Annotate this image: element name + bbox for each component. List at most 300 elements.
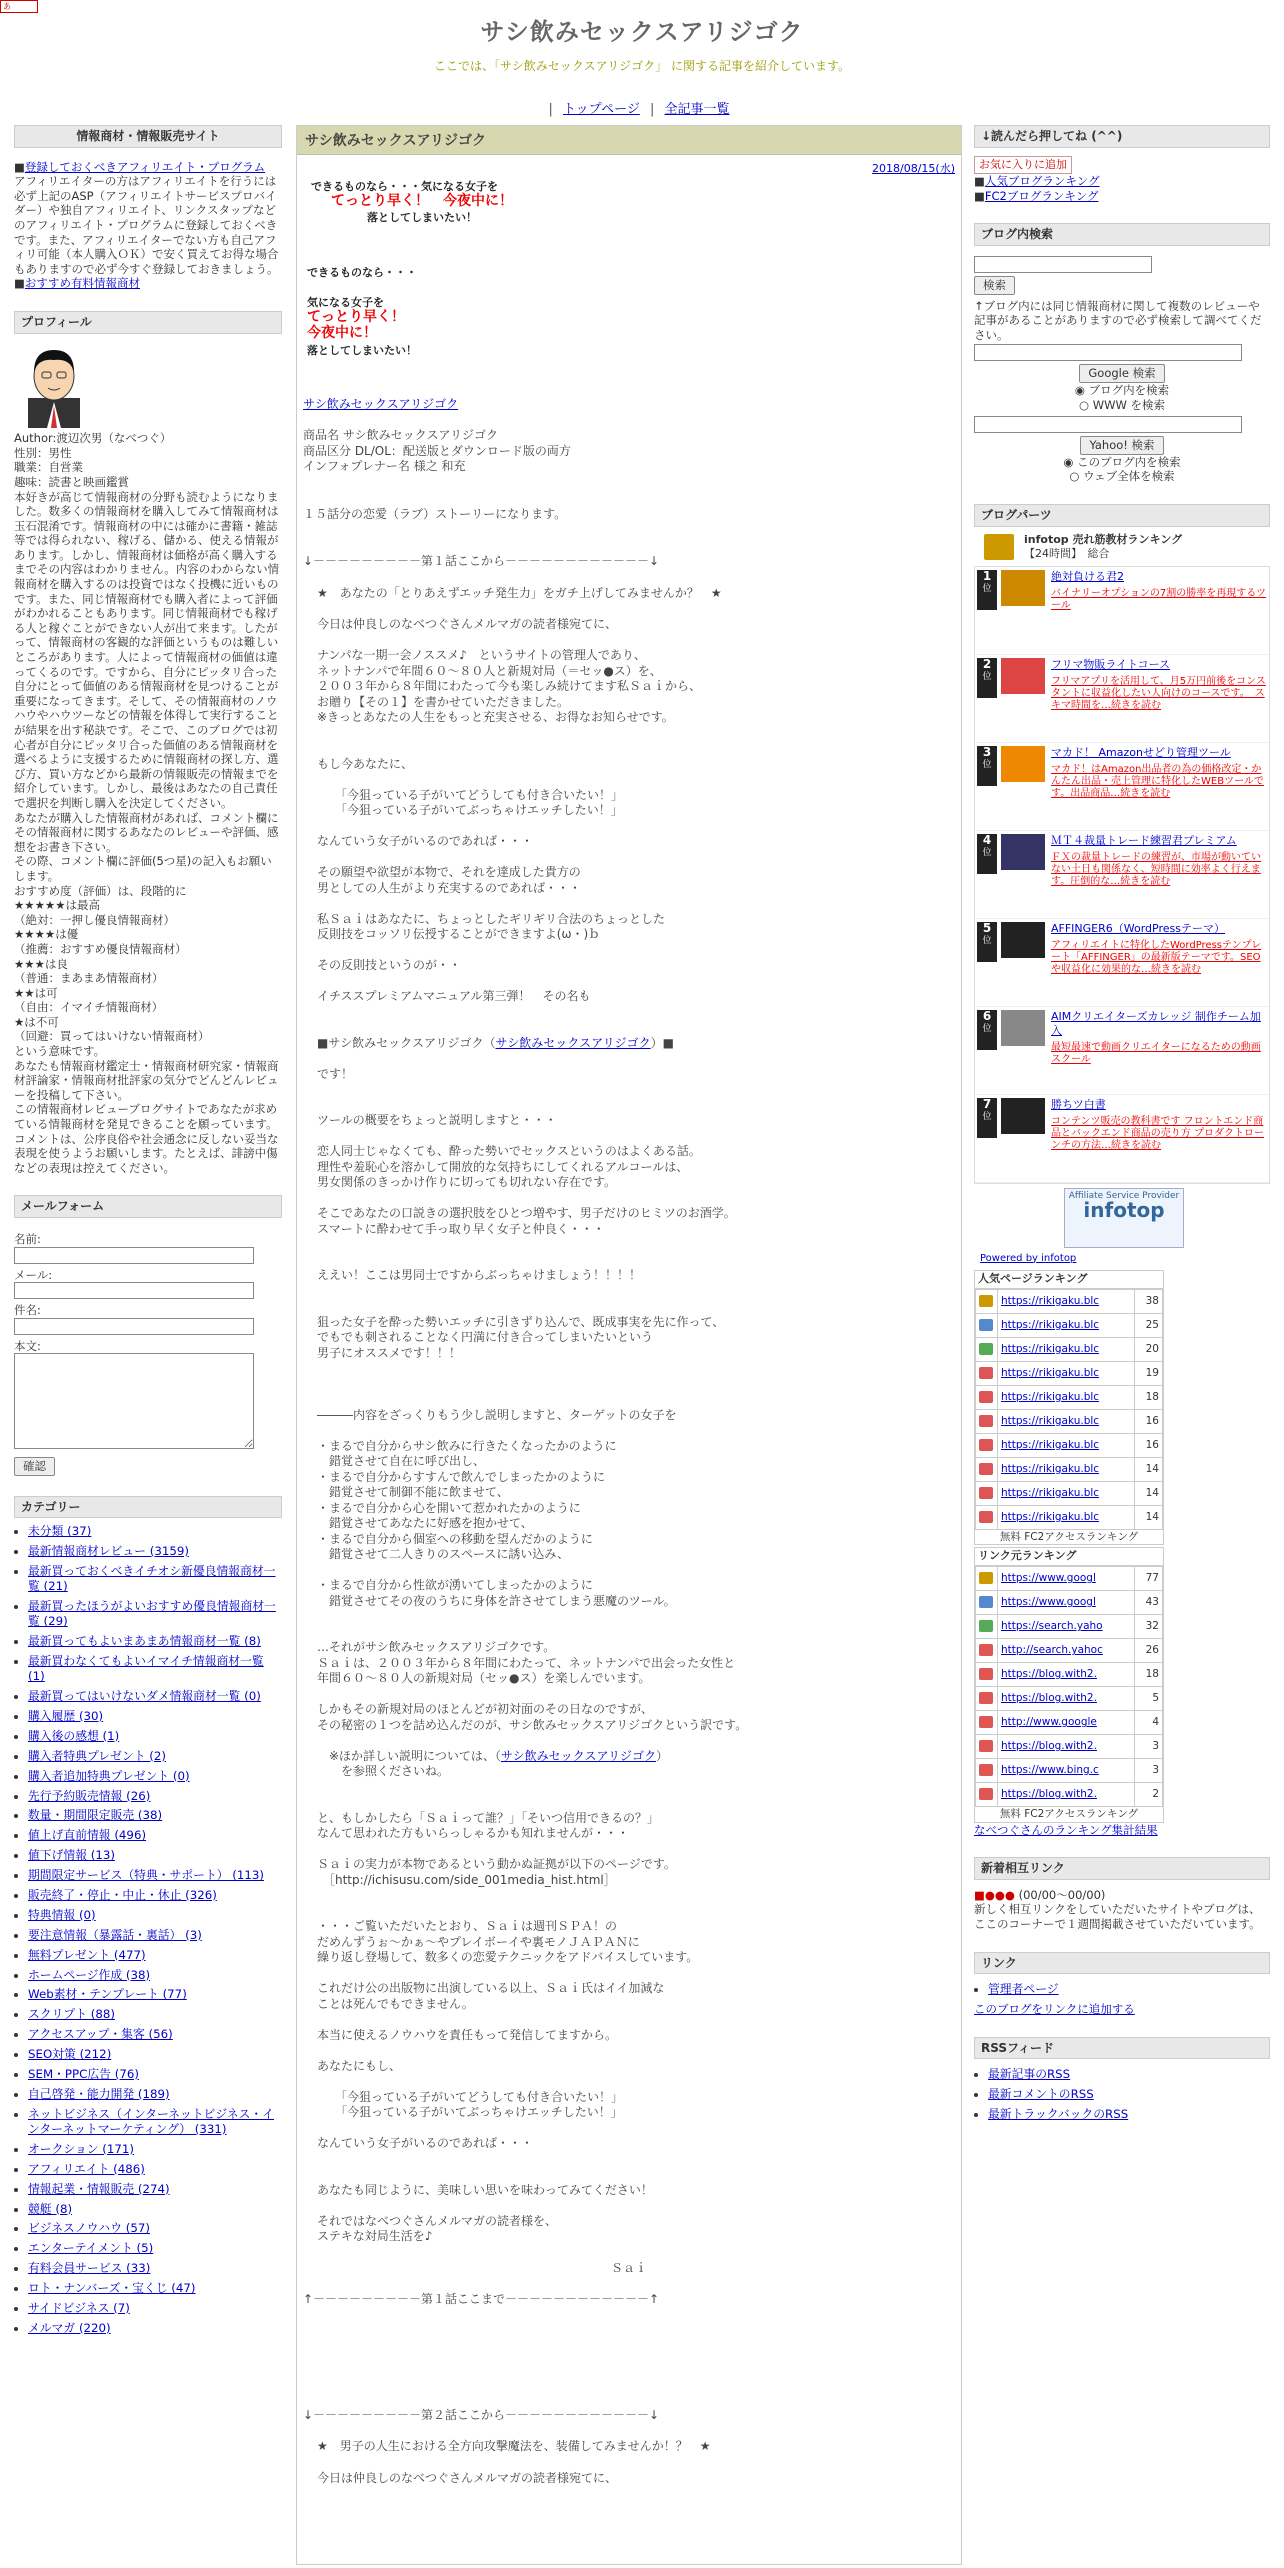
article-line: 錯覚させてあなたに好感を抱かせて、	[317, 1516, 533, 1530]
url-link[interactable]: https://blog.with2.	[1001, 1692, 1097, 1705]
product-thumbnail[interactable]	[1001, 658, 1045, 694]
article-line	[317, 2074, 955, 2090]
name-field[interactable]	[14, 1247, 254, 1264]
category-link[interactable]: オークション (171)	[28, 2141, 135, 2156]
popular-ranking	[974, 1270, 1164, 1545]
category-link[interactable]: 購入履歴 (30)	[28, 1709, 104, 1723]
radio-blog[interactable]: ◉	[1074, 382, 1085, 397]
fc2-free-label[interactable]: 無料 FC2アクセスランキング	[999, 1808, 1139, 1821]
category-link[interactable]: 未分類 (37)	[28, 1524, 92, 1539]
ranking-desc-link[interactable]: コンテンツ販売の教科書です フロントエンド商品とバックエンド商品の売り方 プロダクトローンチの方法…続きを読む	[1051, 1115, 1264, 1151]
category-item	[28, 1654, 282, 1684]
url-link[interactable]: https://rikigaku.blc	[1001, 1391, 1100, 1404]
profile-line: この情報商材レビューブログサイトであなたが求めている情報商材を発見できることを願っています。	[14, 1102, 278, 1132]
email-field[interactable]	[14, 1282, 254, 1299]
article-line: 恋人同士じゃなくても、酔った勢いでセックスというのはよくある話。	[317, 1144, 701, 1158]
category-link[interactable]: 購入後の感想 (1)	[28, 1728, 120, 1743]
category-link[interactable]: 自己啓発・能力開発 (189)	[28, 2086, 170, 2101]
info-site-heading: 情報商材・情報販売サイト	[14, 125, 282, 148]
product-thumbnail[interactable]	[1001, 1098, 1045, 1134]
ranking-title-link[interactable]: ＭＴ４裁量トレード練習君プレミアム	[1051, 833, 1237, 847]
article-line: ２００３年から８年間にわたって今も楽しみ続けてます私Ｓａｉから、	[317, 679, 702, 693]
url-link[interactable]: https://rikigaku.blc	[1001, 1511, 1100, 1524]
ranking-title-link[interactable]: 勝ちツ白書	[1051, 1097, 1106, 1111]
product-info	[303, 428, 955, 475]
article-line: ええい！ここは男同士ですからぶっちゃけましょう！！！！	[317, 1268, 642, 1282]
count-cell: 4	[1135, 1711, 1163, 1735]
search-input[interactable]	[974, 256, 1152, 273]
confirm-button[interactable]: 確認	[14, 1457, 55, 1476]
count-cell: 14	[1135, 1505, 1163, 1529]
url-link[interactable]: http://search.yahoc	[1001, 1644, 1103, 1657]
url-cell	[998, 1711, 1135, 1735]
url-cell	[998, 1639, 1135, 1663]
ranking-item	[975, 567, 1269, 655]
search-button[interactable]: 検索	[974, 276, 1015, 295]
rss-articles-link[interactable]: 最新記事のRSS	[988, 2067, 1071, 2082]
count-cell: 14	[1135, 1481, 1163, 1505]
product-link[interactable]: サシ飲みセックスアリジゴク	[303, 396, 459, 411]
rank-badge	[977, 570, 997, 610]
rank-icon	[979, 1511, 993, 1523]
ranking-desc-link[interactable]: アフィリエイトに特化したWordPressテンプレート「AFFINGER」の最新版テーマです。SEOや収益化に効果的な…続きを読む	[1051, 939, 1262, 975]
site-title[interactable]: サシ飲みセックスアリジゴク	[480, 18, 804, 46]
rank-badge	[977, 658, 997, 698]
article-line	[317, 1377, 955, 1393]
rank-icon-cell	[976, 1687, 998, 1711]
mutual-text: 新しく相互リンクをしていただいたサイトやブログは、ここのコーナーで１週間掲載させていただいています。	[974, 1902, 1261, 1932]
category-item	[28, 2047, 282, 2062]
category-item	[28, 1789, 282, 1804]
product-thumbnail[interactable]	[1001, 834, 1045, 870]
link-box	[974, 1952, 1270, 2017]
article-line	[317, 2152, 955, 2168]
ranking-text	[1051, 922, 1267, 1003]
infotop-logo[interactable]: Affiliate Service Provider infotop	[1064, 1188, 1184, 1248]
rank-icon-cell	[976, 1639, 998, 1663]
ranking-item	[975, 1095, 1269, 1183]
rank-badge	[977, 746, 997, 786]
episode1-start: ↓－－－－－－－－－第１話ここから－－－－－－－－－－－－↓	[303, 554, 660, 568]
article-date-link[interactable]: 2018/08/15(水)	[872, 162, 955, 175]
article-title[interactable]: サシ飲みセックスアリジゴク	[297, 126, 961, 155]
rss-comments-link[interactable]: 最新コメントのRSS	[988, 2087, 1094, 2102]
category-link[interactable]: 最新買ったほうがよいおすすめ優良情報商材一覧 (29)	[28, 1599, 276, 1629]
banner-text: できるものなら・・・気になる女子を	[311, 179, 498, 193]
nav-separator: |	[548, 102, 553, 117]
ranking-item	[975, 919, 1269, 1007]
category-item	[28, 1544, 282, 1559]
article-line	[317, 896, 955, 912]
rank-icon-cell	[976, 1759, 998, 1783]
recommended-products-link[interactable]: おすすめ有料情報商材	[24, 276, 140, 291]
category-link[interactable]: 要注意情報（暴露話・裏話） (3)	[28, 1927, 202, 1942]
rank-icon-cell	[976, 1409, 998, 1433]
fav-box: ↓読んだら押してね (^^) お気に入りに追加 ■人気ブログランキング ■FC2ブログランキング	[974, 125, 1270, 203]
body-field[interactable]	[14, 1353, 254, 1449]
article-line: 年間６０～８０人の新規対局（セッ●ス）を楽しんでいます。	[317, 1671, 651, 1685]
category-link[interactable]: Web素材・テンプレート (77)	[28, 1987, 187, 2002]
mail-form-box	[14, 1195, 282, 1475]
article-line	[317, 1888, 955, 1904]
article-line: 男子にオススメです！！！	[317, 1345, 461, 1360]
article-line	[317, 772, 955, 788]
category-link[interactable]: 販売終了・停止・中止・休止 (326)	[28, 1888, 217, 1903]
access-row	[976, 1759, 1163, 1783]
category-link[interactable]: SEO対策 (212)	[28, 2047, 112, 2062]
ranking-title-link[interactable]: 絶対負ける君2	[1051, 569, 1124, 583]
nav-top-page-link[interactable]: トップページ	[563, 102, 640, 117]
radio-www[interactable]: ○	[1079, 397, 1090, 412]
url-link[interactable]: https://www.bing.c	[1001, 1764, 1099, 1777]
category-item	[28, 1749, 282, 1764]
category-link[interactable]: 情報起業・情報販売 (274)	[28, 2181, 170, 2196]
access-row	[976, 1663, 1163, 1687]
product-info-line: インフォプレナー名 様之 和充	[303, 459, 466, 473]
url-link[interactable]: http://www.google	[1001, 1716, 1097, 1729]
yahoo-search-input[interactable]	[974, 416, 1242, 433]
url-cell	[998, 1385, 1135, 1409]
article-line: 私Ｓａｉはあなたに、ちょっとしたギリギリ合法のちょっとした	[317, 911, 666, 926]
access-row	[976, 1615, 1163, 1639]
category-link[interactable]: 特典情報 (0)	[28, 1907, 96, 1922]
category-link[interactable]: 値下げ情報 (13)	[28, 1848, 115, 1863]
profile-line: ★★★は良	[14, 956, 68, 971]
article-line: ・まるで自分から個室への移動を望んだかのように	[317, 1531, 593, 1546]
category-link[interactable]: 最新買わなくてもよいイマイチ情報商材一覧 (1)	[28, 1654, 264, 1684]
count-cell: 26	[1135, 1639, 1163, 1663]
category-item	[28, 2241, 282, 2256]
category-link[interactable]: 最新買ってもよいまあまあ情報商材一覧 (8)	[28, 1634, 261, 1649]
category-item	[28, 1689, 282, 1704]
rank-number: 3	[982, 744, 992, 759]
category-link[interactable]: 最新情報商材レビュー (3159)	[28, 1544, 189, 1559]
article-line: ステキな対局生活を♪	[317, 2229, 433, 2243]
article-line: 本当に使えるノウハウを責任もって発信してますから。	[317, 2027, 618, 2042]
category-link[interactable]: 購入者追加特典プレゼント (0)	[28, 1768, 190, 1783]
url-cell	[998, 1505, 1135, 1529]
episode1-end: ↑－－－－－－－－－第１話ここまで－－－－－－－－－－－－↑	[303, 2292, 660, 2306]
ranking-title-link[interactable]: マカド！ Amazonせどり管理ツール	[1051, 745, 1231, 759]
article-line: 男女関係のきっかけ作りに切っても切れない存在です。	[317, 1175, 617, 1189]
category-item	[28, 2202, 282, 2217]
count-cell: 25	[1135, 1313, 1163, 1337]
article-line	[317, 974, 955, 990]
category-link[interactable]: 購入者特典プレゼント (2)	[28, 1748, 166, 1763]
ranking-text	[1051, 658, 1267, 739]
category-link[interactable]: 先行予約販売情報 (26)	[28, 1788, 151, 1803]
article-line: なんていう女子がいるのであれば・・・	[317, 2136, 534, 2150]
article-line	[317, 1687, 955, 1703]
article-line	[317, 1051, 955, 1067]
radio-this-blog-label: このブログ内を検索	[1077, 454, 1181, 469]
article-line	[317, 819, 955, 835]
category-link[interactable]: 値上げ直前情報 (496)	[28, 1828, 147, 1843]
detail-link[interactable]: サシ飲みセックスアリジゴク	[500, 1748, 656, 1763]
category-link[interactable]: ホームページ作成 (38)	[28, 1967, 151, 1982]
category-link[interactable]: 有料会員サービス (33)	[28, 2261, 151, 2276]
add-favorite-button[interactable]: お気に入りに追加	[974, 156, 1072, 175]
ranking-desc-link[interactable]: ＦＸの裁量トレードの練習が、市場が動いていない土日も関係なく、短時間に効率よく行えます。圧倒的な…続きを読む	[1051, 851, 1261, 887]
ranking-title-link[interactable]: フリマ物販ライトコース	[1051, 657, 1171, 671]
radio-this-blog[interactable]: ◉	[1063, 454, 1074, 469]
category-link[interactable]: アフィリエイト (486)	[28, 2161, 145, 2176]
url-cell	[998, 1433, 1135, 1457]
url-link[interactable]: https://rikigaku.blc	[1001, 1439, 1100, 1452]
ranking-desc-link[interactable]: フリマアプリを活用して、月5万円前後をコンスタントに収益化したい人向けのコースです。 スキマ時間を…続きを読む	[1051, 675, 1266, 711]
site-description: ここでは、「サシ飲みセックスアリジゴク」 に関する記事を紹介しています。	[433, 59, 851, 73]
category-item	[28, 2221, 282, 2236]
rank-icon	[979, 1788, 993, 1800]
ranking-desc	[1051, 1042, 1267, 1066]
banner-highlight: 今夜中に！	[307, 324, 377, 341]
fc2-free-label[interactable]: 無料 FC2アクセスランキング	[999, 1530, 1139, 1543]
profile-line: ★★は可	[14, 985, 58, 1000]
access-row	[976, 1433, 1163, 1457]
category-item	[28, 1634, 282, 1649]
referrer-ranking-title: リンク元ランキング	[975, 1548, 1163, 1566]
url-link[interactable]: https://rikigaku.blc	[1001, 1487, 1100, 1500]
yahoo-search-button[interactable]: Yahoo! 検索	[1080, 436, 1163, 455]
rank-suffix: 位	[982, 583, 992, 594]
ranking-text	[1051, 1010, 1267, 1091]
category-item	[28, 2107, 282, 2137]
category-link[interactable]: 無料プレゼント (477)	[28, 1947, 146, 1962]
ranking-title-link[interactable]: AIMクリエイターズカレッジ 制作チーム加入	[1051, 1009, 1261, 1037]
category-list	[14, 1524, 282, 2336]
article-line	[317, 1609, 955, 1625]
banner-text: できるものなら・・・	[307, 266, 417, 279]
category-link[interactable]: アクセスアップ・集客 (56)	[28, 2027, 173, 2042]
crown-icon	[984, 534, 1014, 560]
category-item	[28, 2007, 282, 2022]
category-link[interactable]: メルマガ (220)	[28, 2320, 111, 2335]
nav-all-articles-link[interactable]: 全記事一覧	[664, 102, 730, 117]
article-line	[317, 1842, 955, 1858]
ranking-desc-link[interactable]: 最短最速で動画クリエイターになるための動画スクール	[1051, 1041, 1261, 1065]
rank-icon-cell	[976, 1457, 998, 1481]
rank-icon-cell	[976, 1615, 998, 1639]
category-link[interactable]: 最新買ってはいけないダメ情報商材一覧 (0)	[28, 1689, 261, 1704]
access-row	[976, 1567, 1163, 1591]
rank-icon-cell	[976, 1505, 998, 1529]
category-item	[28, 1908, 282, 1923]
article-line: その願望や欲望が本物で、それを達成した貴方の	[317, 865, 581, 879]
ranking-text	[1051, 1098, 1267, 1179]
google-search-input[interactable]	[974, 344, 1242, 361]
url-link[interactable]: https://rikigaku.blc	[1001, 1319, 1100, 1332]
rank-icon	[979, 1295, 993, 1307]
profile-line: （普通：まあまあ情報商材）	[14, 971, 164, 986]
banner-highlight: てっとり早く！ 今夜中に！	[331, 193, 513, 209]
count-cell: 16	[1135, 1433, 1163, 1457]
category-link[interactable]: 最新買っておくべきイチオシ新優良情報商材一覧 (21)	[28, 1563, 276, 1594]
ranking-list	[974, 566, 1270, 1184]
article-line: …それがサシ飲みセックスアリジゴクです。	[317, 1640, 556, 1654]
access-row	[976, 1361, 1163, 1385]
product-inline-link[interactable]: サシ飲みセックスアリジゴク	[495, 1035, 651, 1050]
category-link[interactable]: ビジネスノウハウ (57)	[28, 2221, 150, 2236]
url-link[interactable]: https://search.yaho	[1001, 1620, 1103, 1633]
access-row	[976, 1457, 1163, 1481]
category-item	[28, 1948, 282, 1963]
rank-suffix: 位	[982, 759, 992, 770]
fc2-ranking-link[interactable]: FC2ブログランキング	[984, 188, 1099, 203]
profile-line: コメントは、公序良俗や社会通念に反しない妥当な表現を使うようお願いします。たとえば、誹謗中傷などの表現は控えてください。	[14, 1131, 279, 1175]
access-row	[976, 1337, 1163, 1361]
rank-icon	[979, 1764, 993, 1776]
rank-icon	[979, 1391, 993, 1403]
kana-badge[interactable]: あ	[0, 0, 38, 13]
category-link[interactable]: スクリプト (88)	[28, 2007, 115, 2022]
ranking-item	[975, 831, 1269, 919]
rank-icon	[979, 1343, 993, 1355]
url-cell	[998, 1735, 1135, 1759]
count-cell: 3	[1135, 1759, 1163, 1783]
article-line: と、もしかしたら「Ｓａｉって誰？」「そいつ信用できるの？」	[317, 1810, 660, 1825]
url-cell	[998, 1567, 1135, 1591]
ranking-desc	[1051, 764, 1267, 800]
rank-icon-cell	[976, 1567, 998, 1591]
add-link-link[interactable]: このブログをリンクに追加する	[974, 2002, 1135, 2017]
category-item	[28, 1848, 282, 1863]
rank-suffix: 位	[982, 847, 992, 858]
rank-number: 1	[982, 568, 992, 583]
category-link[interactable]: SEM・PPC広告 (76)	[28, 2067, 139, 2082]
ranking-title-link[interactable]: AFFINGER6（WordPressテーマ）	[1051, 921, 1225, 935]
count-cell: 38	[1135, 1289, 1163, 1313]
story-text: １５話分の恋愛（ラブ）ストーリーになります。	[303, 506, 567, 521]
article-line: 狙った女子を酔った勢いエッチに引きずり込んで、既成事実を先に作って、	[317, 1314, 725, 1329]
category-link[interactable]: エンターテイメント (5)	[28, 2241, 154, 2256]
google-search-button[interactable]: Google 検索	[1079, 364, 1164, 383]
rank-badge	[977, 1098, 997, 1138]
left-sidebar	[14, 125, 282, 2356]
article-line: その秘密の１つを詰め込んだのが、サシ飲みセックスアリジゴクという訳です。	[317, 1717, 748, 1732]
rank-icon	[979, 1596, 993, 1608]
article-line	[317, 1237, 955, 1253]
url-link[interactable]: https://rikigaku.blc	[1001, 1343, 1100, 1356]
article-line	[317, 1129, 955, 1145]
episode1-text	[303, 617, 955, 1036]
powered-link[interactable]: Powered by infotop	[980, 1252, 1077, 1264]
url-link[interactable]: https://blog.with2.	[1001, 1740, 1097, 1753]
count-cell: 20	[1135, 1337, 1163, 1361]
detail-note: ※ほか詳しい説明については、（サシ飲みセックスアリジゴク）	[317, 1748, 669, 1763]
affiliate-register-link[interactable]: 登録しておくべきアフィリエイト・プログラム	[24, 159, 266, 174]
url-link[interactable]: https://www.googl	[1001, 1596, 1096, 1609]
rank-icon	[979, 1487, 993, 1499]
search-heading: ブログ内検索	[974, 223, 1270, 246]
article-line: 「今狙っている子がいてどうしても付き合いたい！」	[317, 2089, 624, 2104]
article-line	[317, 943, 955, 959]
article-line	[317, 1795, 955, 1811]
url-cell	[998, 1759, 1135, 1783]
category-link[interactable]: 期間限定サービス（特典・サポート） (113)	[28, 1868, 265, 1883]
profile-line: （自由：イマイチ情報商材）	[14, 1000, 164, 1015]
category-item	[28, 2301, 282, 2316]
article-line: これだけ公の出版物に出演している以上、Ｓａｉ氏はイイ加減な	[317, 1981, 665, 1995]
url-link[interactable]: https://rikigaku.blc	[1001, 1415, 1100, 1428]
url-link[interactable]: https://rikigaku.blc	[1001, 1463, 1100, 1476]
count-cell: 18	[1135, 1663, 1163, 1687]
rank-icon-cell	[976, 1735, 998, 1759]
article-line: あなたにもし、	[317, 2058, 402, 2073]
article-line	[317, 1423, 955, 1439]
category-item	[28, 2281, 282, 2296]
category-link[interactable]: 競艇 (8)	[28, 2201, 73, 2216]
mutual-link-box	[974, 1857, 1270, 1931]
article-line: Ｓａｉは、２００３年から８年間にわたって、ネットナンパで出会った女性と	[317, 1655, 736, 1670]
product-thumbnail[interactable]	[1001, 746, 1045, 782]
blog-ranking-link[interactable]: 人気ブログランキング	[984, 174, 1100, 189]
subject-field[interactable]	[14, 1318, 254, 1335]
product-thumbnail[interactable]	[1001, 570, 1045, 606]
rss-trackback-link[interactable]: 最新トラックバックのRSS	[988, 2107, 1129, 2122]
url-cell	[998, 1615, 1135, 1639]
main-article	[296, 125, 962, 2565]
category-item	[28, 1709, 282, 1724]
ranking-text	[1051, 746, 1267, 827]
product-thumbnail[interactable]	[1001, 922, 1045, 958]
profile-line: 本好きが高じて情報商材の分野も読むようになりました。数多くの情報商材を購入してみて情報商材は玉石混淆です。情報商材の中には確かに書籍・雑誌等では得られない、稼げる、儲かる、使える情報があります。しかし、情報商材は価格が高く購入するまでその内容はわかりません。内容のわからない情報商材を購入するのは投資ではなく投機に近いものです。また、同じ情報商材でも購入者によって評価がわかれることもあります。同じ情報商材でも稼げる人と稼ぐことができない人が出て来ます。したがって、情報商材の客観的な評価というものは難しいところがあります。人によって情報商材の価値は違ってくるのです。ですから、自分にピッタリ合った自分にとって価値のある情報商材を見つけることが重要になってきます。そして、その情報商材のノウハウやハウツーなどの情報を体得して実行することが結果を出す秘訣です。そこで、このブログでは初心者が自分にピッタリ合った価値のある情報商材を選べるように支援するために情報商材の探し方、選び方、買い方などから最新の情報販売の情報までを紹介しています。しかし、最後はあなたの自己責任で選択を判断し購入を決定してください。	[14, 489, 280, 810]
admin-page-link[interactable]: 管理者ページ	[988, 1982, 1059, 1997]
count-cell: 32	[1135, 1615, 1163, 1639]
article-line: だめんずうぉ～かぁ～やプレイボーイや裏モノＪＡＰＡＮに	[317, 1934, 640, 1949]
url-link[interactable]: https://rikigaku.blc	[1001, 1295, 1100, 1308]
ranking-desc-link[interactable]: バイナリーオプションの7割の勝率を再現するツール	[1051, 587, 1267, 611]
access-row	[976, 1639, 1163, 1663]
article-line	[317, 2121, 955, 2137]
article-line: ・・・ご覧いただいたとおり、Ｓａｉは週刊ＳＰＡ！の	[317, 1919, 618, 1933]
ranking-desc-link[interactable]: マカド！はAmazon出品者の為の価格改定・かんたん出品・売上管理に特化したWEBツールです。出品商品…続きを読む	[1051, 763, 1264, 799]
article-line	[317, 1733, 955, 1749]
category-item	[28, 1968, 282, 1983]
category-link[interactable]: ロト・ナンバーズ・宝くじ (47)	[28, 2281, 196, 2296]
url-link[interactable]: https://www.googl	[1001, 1572, 1096, 1585]
product-name-line: ■サシ飲みセックスアリジゴク（サシ飲みセックスアリジゴク）■	[317, 1035, 675, 1050]
radio-web[interactable]: ○	[1069, 469, 1080, 484]
ranking-result-link[interactable]: なべつぐさんのランキング集計結果	[974, 1822, 1158, 1837]
blog-parts-box	[974, 504, 1270, 1837]
product-info-line: 商品名 サシ飲みセックスアリジゴク	[303, 428, 498, 442]
category-link[interactable]: サイドビジネス (7)	[28, 2301, 130, 2316]
article-line: です！	[317, 1066, 354, 1081]
article-line	[317, 1392, 955, 1408]
product-thumbnail[interactable]	[1001, 1010, 1045, 1046]
radio-blog-label: ブログ内を検索	[1088, 382, 1170, 397]
category-link[interactable]: ネットビジネス（インターネットビジネス・インターネットマーケティング） (331)	[28, 2106, 274, 2137]
right-sidebar	[974, 125, 1270, 2142]
ranking-desc	[1051, 1116, 1267, 1152]
category-item	[28, 2067, 282, 2082]
url-link[interactable]: https://blog.with2.	[1001, 1668, 1097, 1681]
article-line: もし今あなたに、	[317, 756, 414, 771]
category-box	[14, 1496, 282, 2337]
article-line	[317, 1904, 955, 1920]
url-link[interactable]: https://rikigaku.blc	[1001, 1367, 1100, 1380]
article-line	[317, 741, 955, 757]
category-link[interactable]: 数量・期間限定販売 (38)	[28, 1808, 163, 1823]
article-line: Ｓａｉの実力が本物であるという動かぬ証拠が以下のページです。	[317, 1857, 676, 1871]
banner-text: 気になる女子を	[307, 295, 384, 309]
count-cell: 18	[1135, 1385, 1163, 1409]
avatar	[14, 340, 94, 428]
url-link[interactable]: https://blog.with2.	[1001, 1788, 1097, 1801]
category-item	[28, 1769, 282, 1784]
info-site-box: 情報商材・情報販売サイト ■登録しておくべきアフィリエイト・プログラム アフィリエイターの方はアフィリエイトを行うには必ず上記のASP（アフィリエイトサービスプロバイダー）や独自アフィリエイト、リンクスタップなどのアフィリエイト・プログラムに登録しておくべきです。また、アフィリエイターでない方も自己アフィリ可能（本人購入ＯＫ）で安く買えてお得な場合もありますので必ず今すぐ登録しておきましょう。 ■おすすめ有料情報商材	[14, 125, 282, 291]
category-item	[28, 1928, 282, 1943]
